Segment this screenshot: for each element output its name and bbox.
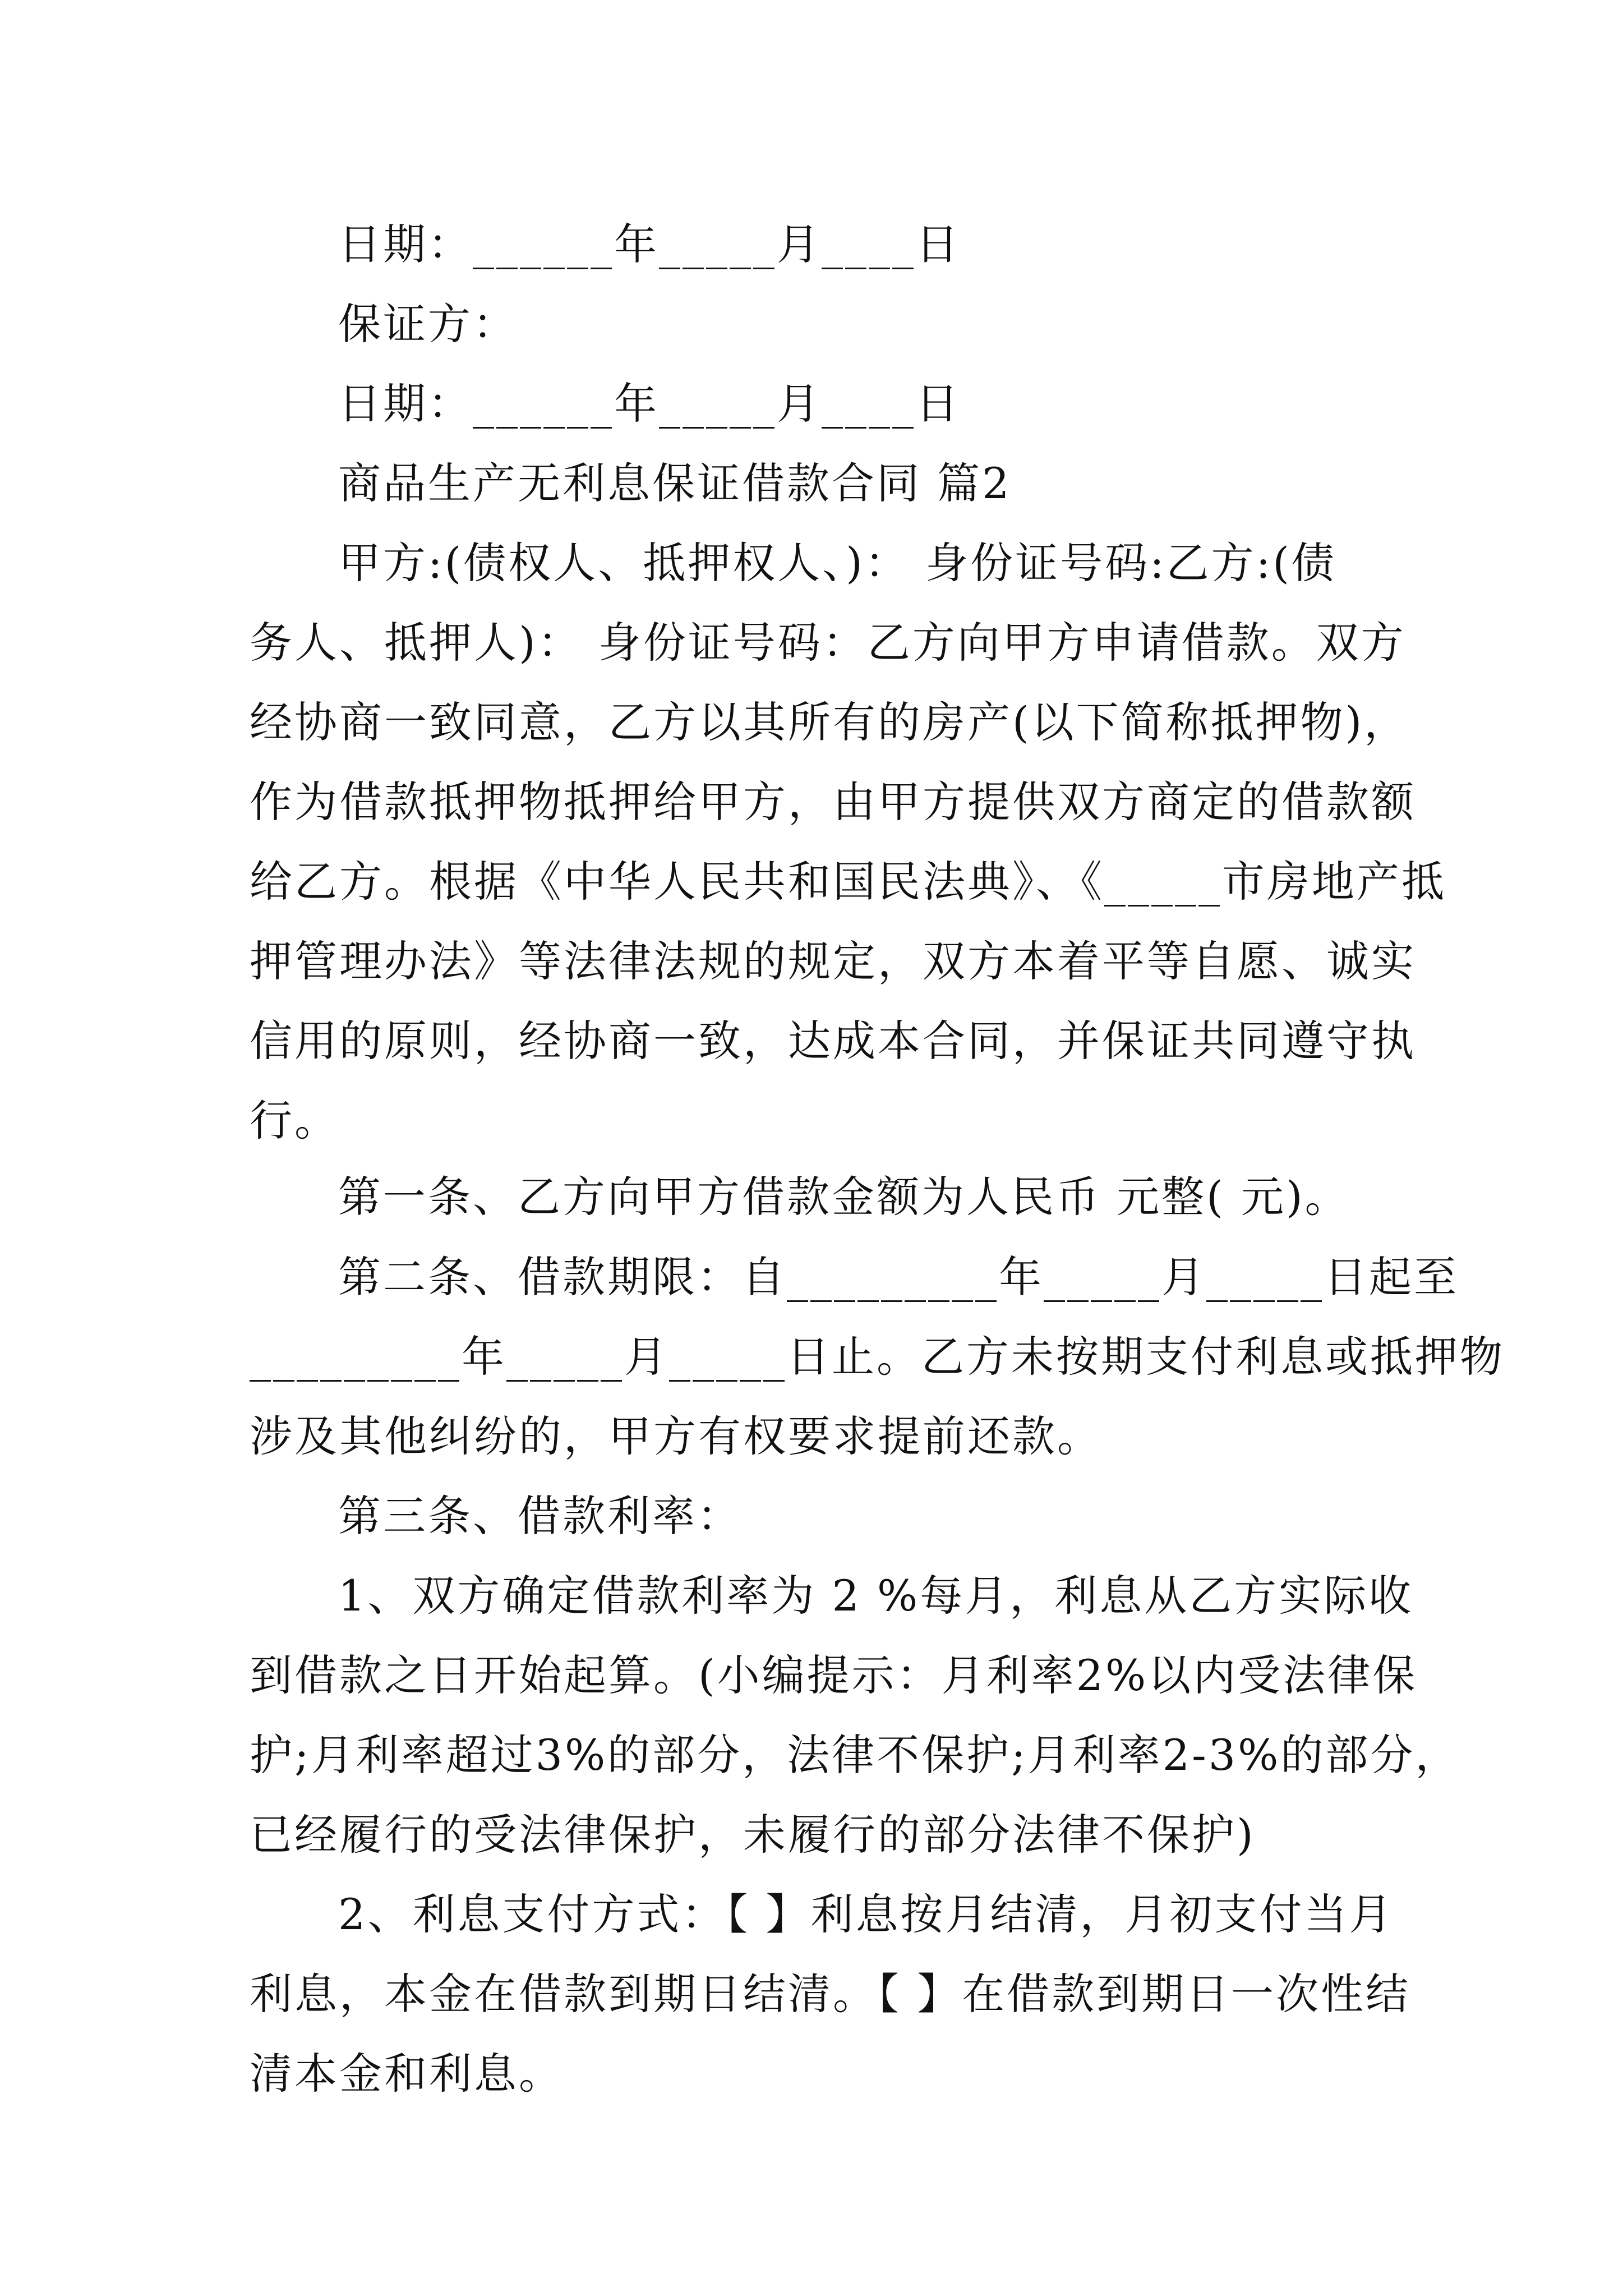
paragraph-line: 作为借款抵押物抵押给甲方，由甲方提供双方商定的借款额	[250, 777, 1416, 827]
contract-title: 商品生产无利息保证借款合同 篇2	[338, 458, 1012, 508]
guarantor-label: 保证方：	[338, 299, 518, 349]
article-2	[250, 1237, 1505, 1476]
paragraph-line: 给乙方。根据《中华人民共和国民法典》、《_____市房地产抵	[250, 857, 1446, 907]
paragraph-line: 2、利息支付方式：【 】利息按月结清，月初支付当月	[338, 1889, 1394, 1939]
paragraph-line: 利息，本金在借款到期日结清。【 】在借款到期日一次性结	[250, 1969, 1411, 2019]
paragraph-line: 第三条、借款利率：	[338, 1491, 742, 1541]
paragraph-parties	[250, 523, 1446, 1161]
paragraph-line: _________年_____月_____日止。乙方未按期支付利息或抵押物	[250, 1332, 1505, 1382]
paragraph-line: 第二条、借款期限：自_________年_____月_____日起至	[338, 1252, 1459, 1302]
article-3-heading	[250, 1476, 1388, 1556]
paragraph-line: 涉及其他纠纷的，甲方有权要求提前还款。	[250, 1411, 1102, 1461]
paragraph-line: 1、双方确定借款利率为 2 %每月，利息从乙方实际收	[338, 1571, 1414, 1621]
article-1	[250, 1157, 1388, 1237]
paragraph-line: 信用的原则，经协商一致，达成本合同，并保证共同遵守执	[250, 1016, 1416, 1066]
paragraph-line: 已经履行的受法律保护，未履行的部分法律不保护)	[250, 1810, 1256, 1860]
article-3-item-2	[250, 1875, 1411, 2114]
paragraph-line: 经协商一致同意，乙方以其所有的房产(以下简称抵押物)，	[250, 697, 1409, 747]
paragraph-line: 护;月利率超过3%的部分，法律不保护;月利率2-3%的部分，	[250, 1730, 1460, 1780]
signature-block	[250, 205, 1388, 523]
paragraph-line: 清本金和利息。	[250, 2049, 564, 2099]
paragraph-line: 押管理办法》等法律法规的规定，双方本着平等自愿、诚实	[250, 936, 1416, 986]
paragraph-line: 行。	[250, 1096, 339, 1145]
article-3-item-1	[250, 1556, 1460, 1875]
paragraph-line: 务人、抵押人)： 身份证号码：乙方向甲方申请借款。双方	[250, 618, 1406, 668]
paragraph-line: 到借款之日开始起算。(小编提示：月利率2%以内受法律保	[250, 1650, 1418, 1700]
paragraph-line: 第一条、乙方向甲方借款金额为人民币 元整( 元)。	[338, 1172, 1350, 1222]
date-line-2: 日期：______年_____月____日	[338, 379, 961, 429]
paragraph-line: 甲方:(债权人、抵押权人、)： 身份证号码:乙方:(债	[338, 538, 1336, 588]
date-line-1: 日期：______年_____月____日	[338, 219, 961, 269]
